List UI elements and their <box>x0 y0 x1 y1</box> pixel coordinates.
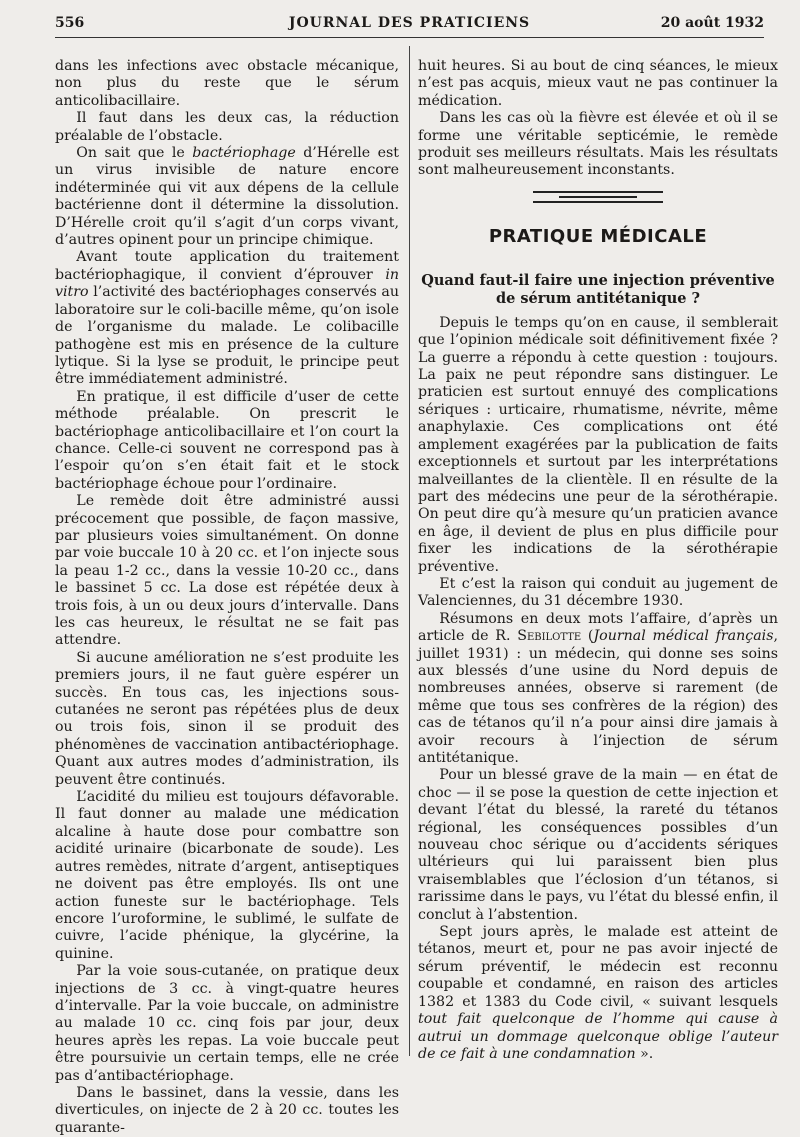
paragraph: Depuis le temps qu’on en cause, il semblerait que l’opinion médicale soit définitivement fixée ? La guerre a répondu à cette question : toujours. La paix ne peut répondre sans distinguer. Le praticien est surtout ennuyé des complications sériques : urticaire, rhumatisme, névrite, même anaphylaxie. Ces complications ont été amplement exagérées par la publication de faits exceptionnels et surtout par les interprétations malveillantes de la clientèle. Il en résulte de la part des médecins une peur de la sérothérapie. On peut dire qu’à mesure qu’un praticien avance en âge, il devient de plus en plus difficile pour fixer les indications de la sérothérapie préventive. <box>418 314 778 575</box>
paragraph: Par la voie sous-cutanée, on pratique deux injections de 3 cc. à vingt-quatre heures d’intervalle. Par la voie buccale, on administre au malade 10 cc. cinq fois par jour, deux heures après les repas. La voie buccale peut être poursuivie un certain temps, elle ne crée pas d’antibactériophage. <box>55 963 399 1084</box>
paragraph: On sait que le bactériophage d’Hérelle est un virus invisible de nature encore indéterminée qui vit aux dépens de la cellule bactérienne dont il détermine la dissolution. D’Hérelle croit qu’il s’agit d’un corps vivant, d’autres opinent pour un principe chimique. <box>55 145 399 249</box>
paragraph: Et c’est la raison qui conduit au jugement de Valenciennes, du 31 décembre 1930. <box>418 575 778 610</box>
journal-title: JOURNAL DES PRATICIENS <box>288 15 531 31</box>
paragraph: Le remède doit être administré aussi précocement que possible, de façon massive, par plusieurs voies simultanément. On donne par voie buccale 10 à 20 cc. et l’on injecte sous la peau 1-2 cc., dans la vessie 10-20 cc., dans le bassinet 5 cc. La dose est répétée deux à trois fois, à un ou deux jours d’intervalle. Dans les cas heureux, le résultat ne se fait pas attendre. <box>55 493 399 649</box>
page-number: 556 <box>55 15 85 31</box>
issue-date: 20 août 1932 <box>660 15 764 31</box>
paragraph: Sept jours après, le malade est atteint de tétanos, meurt et, pour ne pas avoir injecté de sérum préventif, le médecin est reconnu coupable et condamné, en raison des articles 1382 et 1383 du Code civil, « suivant lesquels tout fait quelconque de l’homme qui cause à autrui un dommage quelconque oblige l’auteur de ce fait à une condamnation ». <box>418 924 778 1062</box>
paragraph: Pour un blessé grave de la main — en état de choc — il se pose la question de cette injection et devant l’état du blessé, la rareté du tétanos régional, les conséquences possibles d’un nouveau choc sérique ou d’accidents sériques ultérieurs qui lui paraissent bien plus vraisemblables que l’éclosion d’un tétanos, si rarissime dans le pays, vu l’état du blessé enfin, il conclut à l’abstention. <box>418 767 778 923</box>
left-column <box>55 58 399 1137</box>
header-rule <box>55 37 764 38</box>
paragraph: Il faut dans les deux cas, la réduction préalable de l’obstacle. <box>55 110 399 144</box>
right-column <box>418 58 778 1063</box>
paragraph: Résumons en deux mots l’affaire, d’après un article de R. Sebilotte (Journal médical français, juillet 1931) : un médecin, qui donne ses soins aux blessés d’une usine du Nord depuis de nombreuses années, observe si rarement (de même que tous ses confrères de la région) des cas de tétanos qu’il n’a pour ainsi dire jamais à avoir recours à l’injection de sérum antitétanique. <box>418 610 778 766</box>
column-divider <box>409 46 410 1056</box>
paragraph: Si aucune amélioration ne s’est produite les premiers jours, il ne faut guère espérer un succès. En tous cas, les injections sous-cutanées ne seront pas répétées plus de deux ou trois fois, sinon il se produit des phénomènes de vaccination antibactériophage. Quant aux autres modes d’administration, ils peuvent être continués. <box>55 649 399 788</box>
paragraph: Avant toute application du traitement bactériophagique, il convient d’éprouver in vitro l’activité des bactériophages conservés au laboratoire sur le coli-bacille même, qu’on isole de l’organisme du malade. Le colibacille pathogène est mis en présence de la culture lytique. Si la lyse se produit, le principe peut être immédiatement administré. <box>55 249 399 388</box>
paragraph: Dans le bassinet, dans la vessie, dans les diverticules, on injecte de 2 à 20 cc. toutes les quarante- <box>55 1084 399 1136</box>
paragraph: Dans les cas où la fièvre est élevée et où il se forme une véritable septicémie, le remède produit ses meilleurs résultats. Mais les résultats sont malheureusement inconstants. <box>418 110 778 179</box>
article-title: Quand faut-il faire une injection préventive de sérum antitétanique ? <box>421 271 775 307</box>
paragraph: dans les infections avec obstacle mécanique, non plus du reste que le sérum anticolibacillaire. <box>55 58 399 109</box>
section-title: PRATIQUE MÉDICALE <box>488 225 708 247</box>
paragraph: huit heures. Si au bout de cinq séances, le mieux n’est pas acquis, mieux vaut ne pas continuer la médication. <box>418 58 778 109</box>
paragraph: L’acidité du milieu est toujours défavorable. Il faut donner au malade une médication alcaline à haute dose pour combattre son acidité urinaire (bicarbonate de soude). Les autres remèdes, nitrate d’argent, antiseptiques ne doivent pas être employés. Ils ont une action funeste sur le bactériophage. Tels encore l’uroformine, le sublimé, le sulfate de cuivre, l’acide phénique, la glycérine, la quinine. <box>55 789 399 962</box>
section-separator <box>533 191 663 203</box>
running-header <box>55 15 764 37</box>
paragraph: En pratique, il est difficile d’user de cette méthode préalable. On prescrit le bactériophage anticolibacillaire et l’on court la chance. Celle-ci souvent ne correspond pas à l’espoir qu’on s’en était fait et le stock bactériophage échoue pour l’ordinaire. <box>55 388 399 492</box>
